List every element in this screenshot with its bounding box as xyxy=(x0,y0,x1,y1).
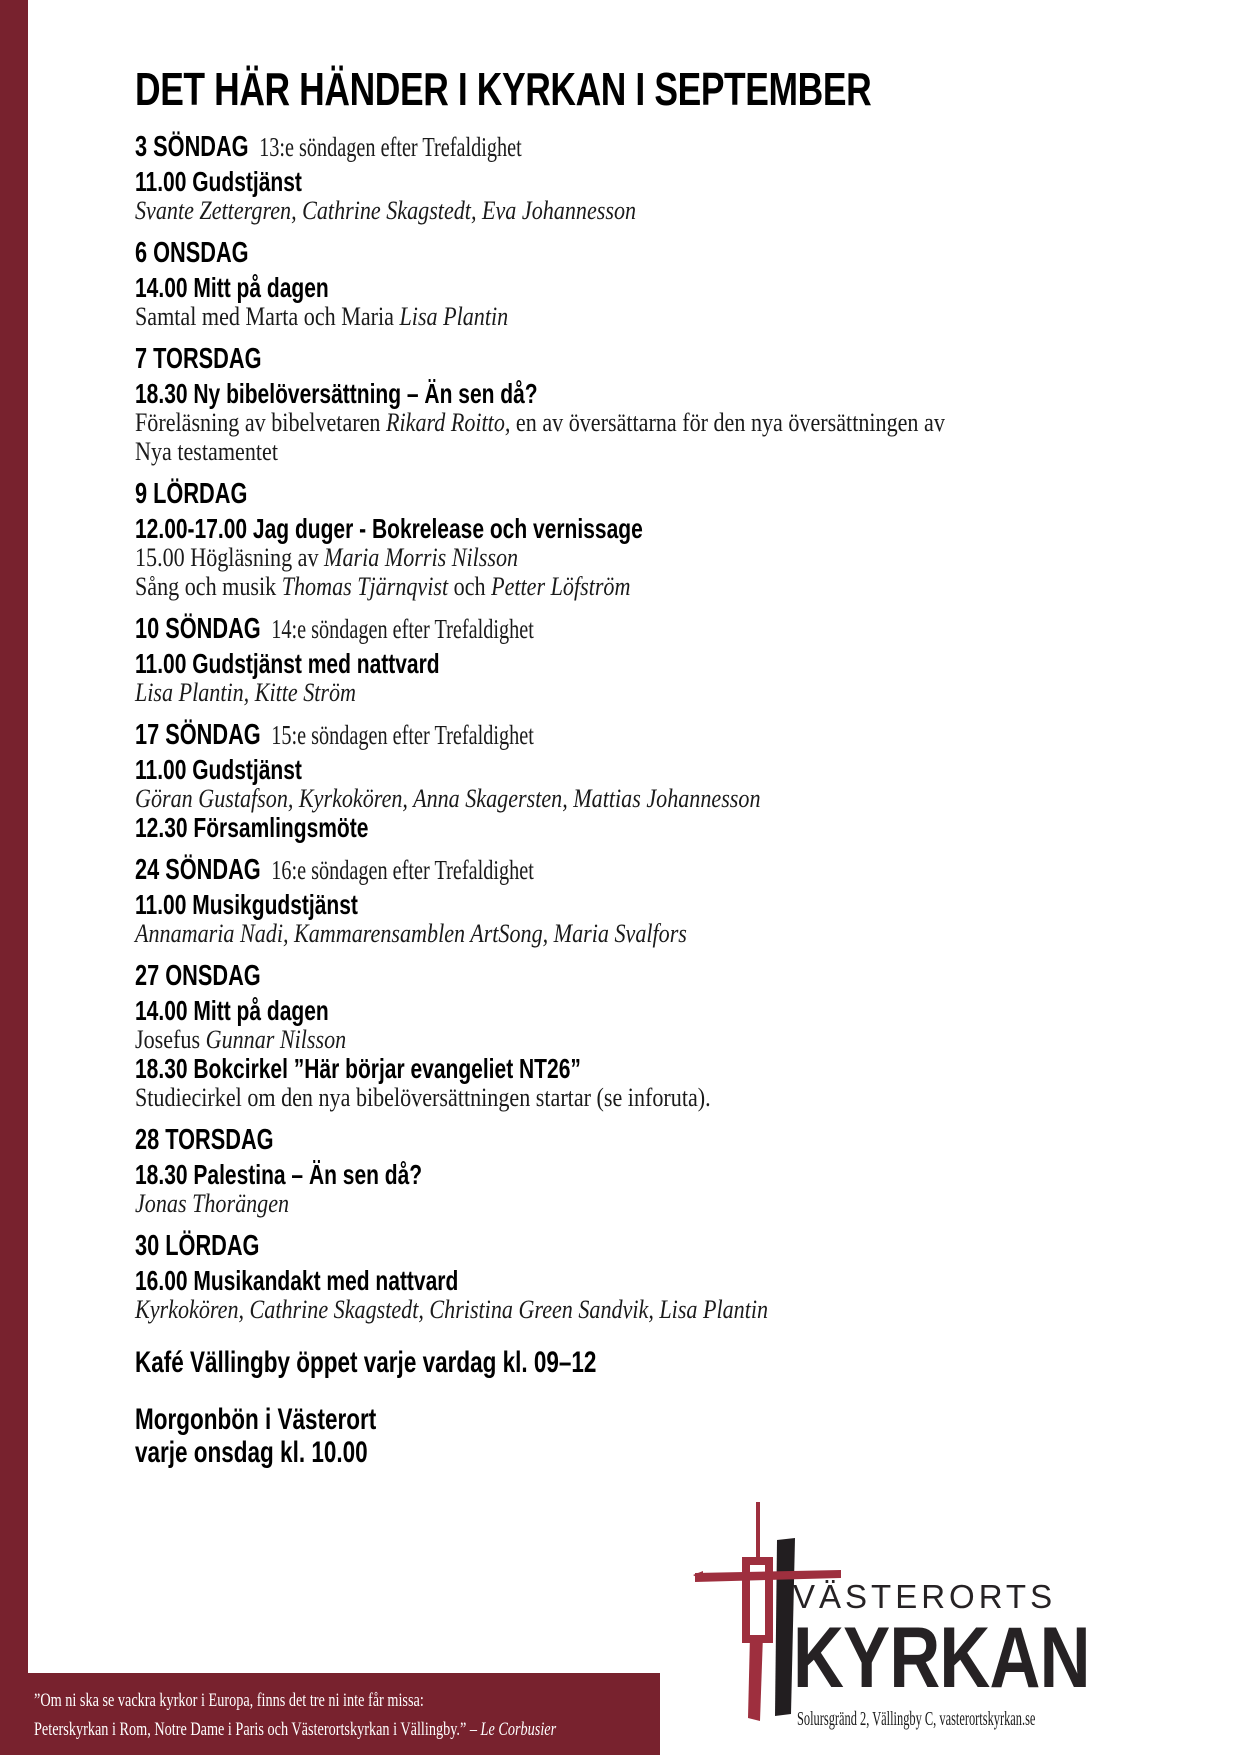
kafe-notice: Kafé Vällingby öppet varje vardag kl. 09–12 xyxy=(135,1346,597,1379)
event-day-line: 3 SÖNDAG 13:e söndagen efter Trefaldighet xyxy=(135,131,522,163)
event-day-line: 7 TORSDAG xyxy=(135,343,262,375)
event-time-line: 14.00 Mitt på dagen xyxy=(135,272,329,303)
event-day-line: 6 ONSDAG xyxy=(135,237,249,269)
event-names-line: Jonas Thorängen xyxy=(135,1189,290,1218)
event-time-line: 11.00 Gudstjänst xyxy=(135,166,302,197)
event-time-line: 11.00 Gudstjänst xyxy=(135,754,302,785)
event-names-line: Samtal med Marta och Maria Lisa Plantin xyxy=(135,302,509,331)
event-time-line: 14.00 Mitt på dagen xyxy=(135,995,329,1026)
event-day-line: 27 ONSDAG xyxy=(135,960,261,992)
event-group xyxy=(135,479,1110,601)
event-group xyxy=(135,1231,1110,1324)
event-day-line: 30 LÖRDAG xyxy=(135,1230,260,1262)
page-title: DET HÄR HÄNDER I KYRKAN I SEPTEMBER xyxy=(135,63,872,115)
event-day-line: 10 SÖNDAG 14:e söndagen efter Trefaldighet xyxy=(135,613,534,645)
event-time-line: 12.00-17.00 Jag duger - Bokrelease och vernissage xyxy=(135,513,643,544)
event-names-line: Sång och musik Thomas Tjärnqvist och Petter Löfström xyxy=(135,572,631,601)
event-names-line: Josefus Gunnar Nilsson xyxy=(135,1025,347,1054)
event-time-line: 11.00 Musikgudstjänst xyxy=(135,889,358,920)
quote-line: Peterskyrkan i Rom, Notre Dame i Paris och Västerortskyrkan i Vällingby.” – Le Corbusier xyxy=(34,1719,557,1740)
event-group xyxy=(135,720,1110,842)
quote-line: ”Om ni ska se vackra kyrkor i Europa, finns det tre ni inte får missa: xyxy=(34,1690,424,1711)
church-logo xyxy=(693,1502,1133,1755)
event-description-line: Föreläsning av bibelvetaren Rikard Roitto, en av översättarna för den nya översättningen av Nya testamentet xyxy=(135,408,945,466)
event-names-line: Göran Gustafson, Kyrkokören, Anna Skagersten, Mattias Johannesson xyxy=(135,784,761,813)
event-names-line: Kyrkokören, Cathrine Skagstedt, Christina Green Sandvik, Lisa Plantin xyxy=(135,1295,769,1324)
event-description-line: Studiecirkel om den nya bibelöversättningen startar (se inforuta). xyxy=(135,1083,711,1112)
event-day-line: 17 SÖNDAG 15:e söndagen efter Trefaldighet xyxy=(135,719,534,751)
morgonbon-line: Morgonbön i Västerort xyxy=(135,1403,377,1436)
event-group xyxy=(135,132,1110,225)
event-time-line: 12.30 Församlingsmöte xyxy=(135,812,369,843)
logo-name-top: VÄSTERORTS xyxy=(793,1578,1057,1615)
event-time-line: 18.30 Ny bibelöversättning – Än sen då? xyxy=(135,378,538,409)
event-day-line: 28 TORSDAG xyxy=(135,1124,274,1156)
morgonbon-line: varje onsdag kl. 10.00 xyxy=(135,1436,368,1469)
events-column xyxy=(135,64,1110,1469)
event-group xyxy=(135,238,1110,331)
morgonbon-notice xyxy=(135,1403,1110,1469)
event-time-line: 16.00 Musikandakt med nattvard xyxy=(135,1265,459,1296)
event-group xyxy=(135,961,1110,1112)
event-time-line: 18.30 Palestina – Än sen då? xyxy=(135,1159,423,1190)
event-group xyxy=(135,344,1110,466)
quote-banner xyxy=(0,1673,660,1755)
event-time-line: 11.00 Gudstjänst med nattvard xyxy=(135,648,440,679)
event-names-line: Svante Zettergren, Cathrine Skagstedt, Eva Johannesson xyxy=(135,196,637,225)
event-time-line: 18.30 Bokcirkel ”Här börjar evangeliet NT26” xyxy=(135,1053,581,1084)
event-names-line: Annamaria Nadi, Kammarensamblen ArtSong, Maria Svalfors xyxy=(135,919,687,948)
logo-address: Solursgränd 2, Vällingby C, vasterortskyrkan.se xyxy=(797,1708,1036,1730)
left-accent-bar xyxy=(0,0,28,1755)
event-names-line: 15.00 Högläsning av Maria Morris Nilsson xyxy=(135,543,519,572)
event-group xyxy=(135,614,1110,707)
event-names-line: Lisa Plantin, Kitte Ström xyxy=(135,678,357,707)
logo-name-bottom: KYRKAN xyxy=(793,1610,1090,1706)
event-group xyxy=(135,855,1110,948)
event-day-line: 24 SÖNDAG 16:e söndagen efter Trefaldighet xyxy=(135,854,534,886)
event-group xyxy=(135,1125,1110,1218)
event-day-line: 9 LÖRDAG xyxy=(135,478,248,510)
